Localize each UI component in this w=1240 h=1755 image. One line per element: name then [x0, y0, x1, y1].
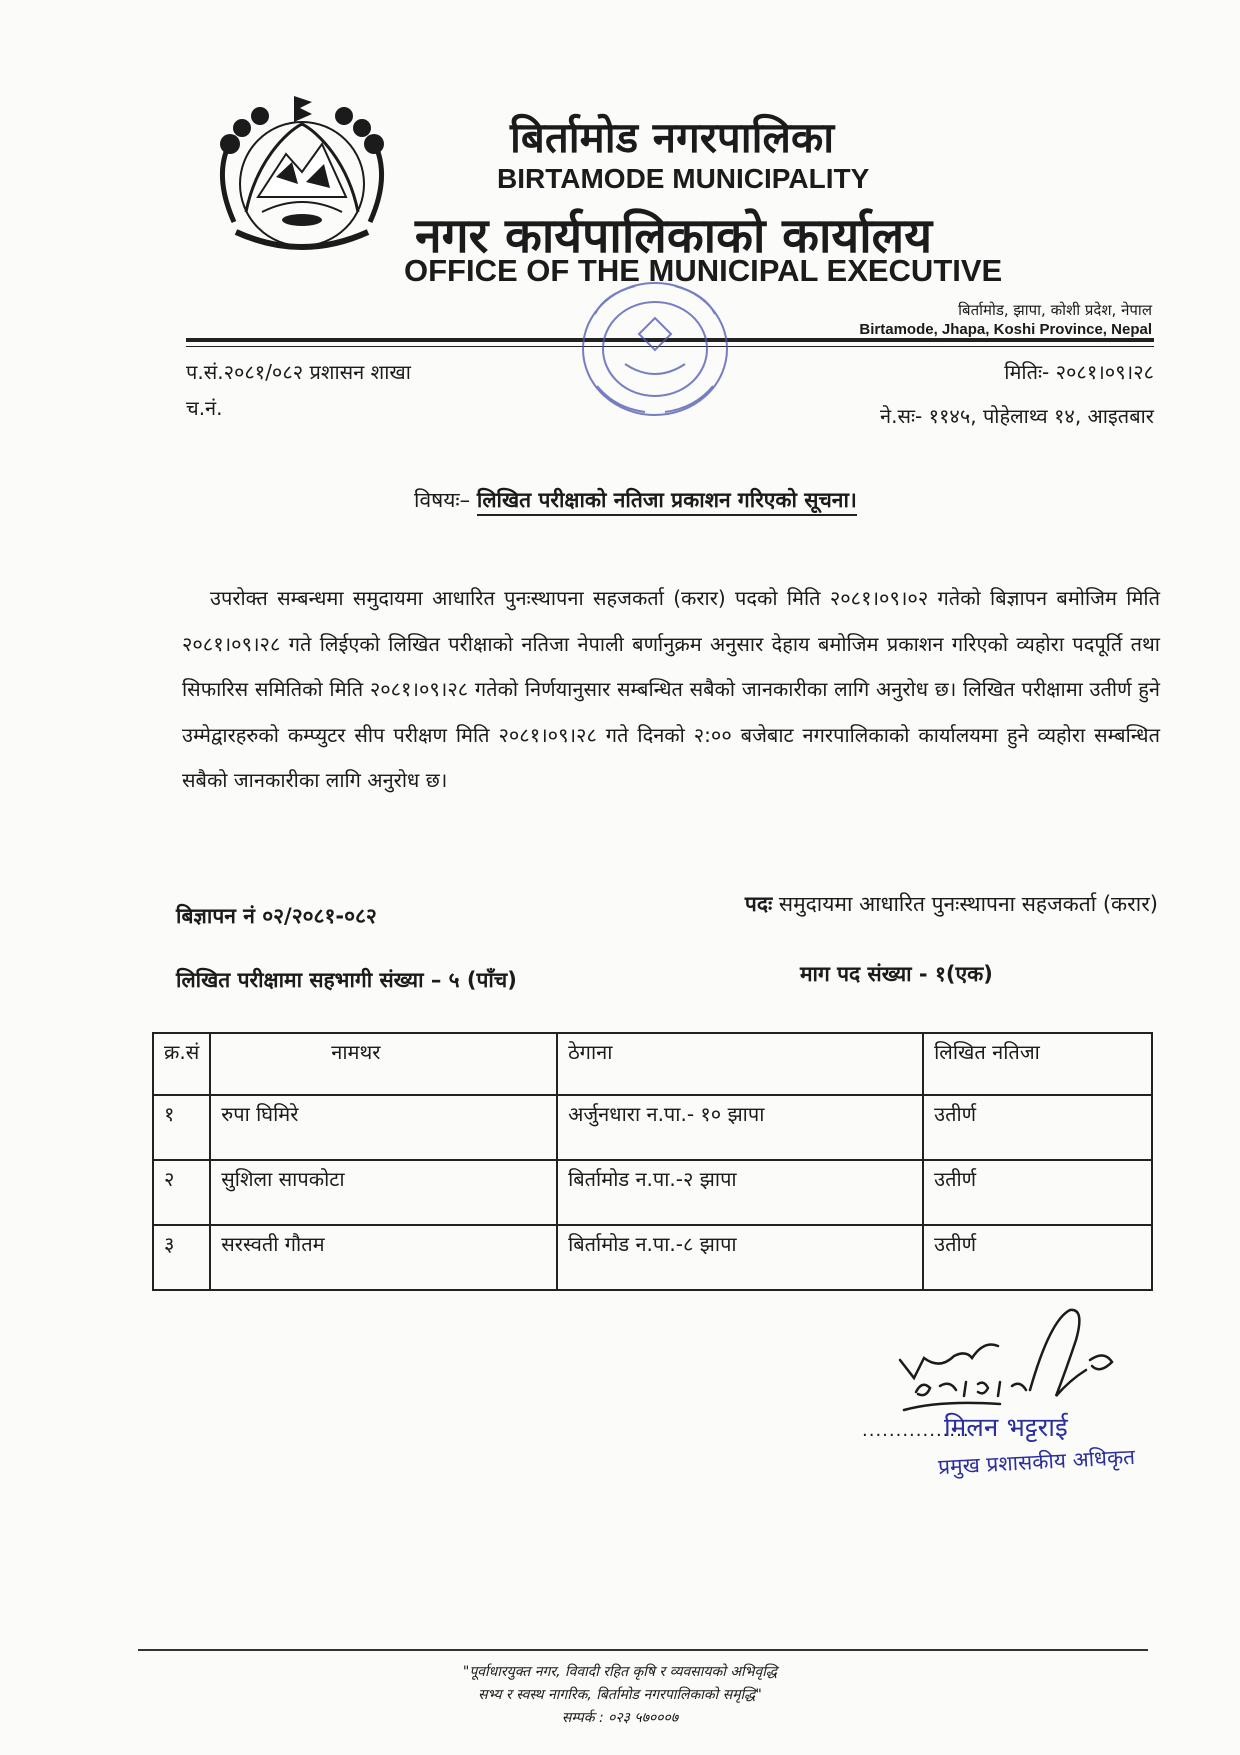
cell-name: सुशिला सापकोटा	[210, 1160, 557, 1225]
cell-name: सरस्वती गौतम	[210, 1225, 557, 1290]
header-result: लिखित नतिजा	[923, 1033, 1152, 1095]
cell-address: अर्जुनधारा न.पा.- १० झापा	[557, 1095, 923, 1160]
post-line	[745, 890, 1158, 918]
post-value: समुदायमा आधारित पुनःस्थापना सहजकर्ता (करार)	[778, 892, 1158, 916]
letter-reference-number: प.सं.२०८१/०८२ प्रशासन शाखा	[186, 360, 411, 384]
municipality-name-np: बिर्तामोड नगरपालिका	[510, 113, 835, 162]
nepal-sambat-date: ने.सः- ११४५, पोहेलाथ्व १४, आइतबार	[880, 404, 1154, 428]
dispatch-number: च.नं.	[186, 396, 223, 420]
signature-dots: ................	[862, 1420, 970, 1441]
cell-serial: ३	[153, 1225, 210, 1290]
table-header-row	[153, 1033, 1152, 1095]
cell-serial: २	[153, 1160, 210, 1225]
notice-body: उपरोक्त सम्बन्धमा समुदायमा आधारित पुनःस्थापना सहजकर्ता (करार) पदको मिति २०८१।०९।०२ गतेको बिज्ञापन बमोजिम मिति २०८१।०९।२८ गते लिईएको लिखित परीक्षाको नतिजा नेपाली बर्णानुक्रम अनुसार देहाय बमोजिम प्रकाशन गरिएको व्यहोरा पदपूर्ति तथा सिफारिस समितिको मिति २०८१।०९।२८ गतेको निर्णयानुसार सम्बन्धित सबैको जानकारीका लागि अनुरोध छ। लिखित परीक्षामा उतीर्ण हुने उम्मेद्वारहरुको कम्प्युटर सीप परीक्षण मिति २०८१।०९।२८ गते दिनको २:०० बजेबाट नगरपालिकाको कार्यालयमा हुने व्यहोरा सम्बन्धित सबैको जानकारीका लागि अनुरोध छ।	[182, 586, 1160, 792]
cell-address: बिर्तामोड न.पा.-२ झापा	[557, 1160, 923, 1225]
municipality-name-en: BIRTAMODE MUNICIPALITY	[497, 163, 870, 194]
nepal-emblem-icon	[196, 92, 408, 272]
subject-line	[414, 486, 857, 514]
subject-text: लिखित परीक्षाको नतिजा प्रकाशन गरिएको सूचना।	[477, 488, 857, 516]
address-en: Birtamode, Jhapa, Koshi Province, Nepal	[859, 321, 1152, 338]
advertisement-number: बिज्ञापन नं ०२/२०८१-०८२	[176, 904, 377, 928]
address-np: बिर्तामोड, झापा, कोशी प्रदेश, नेपाल	[958, 301, 1152, 319]
footer-divider	[138, 1649, 1148, 1651]
cell-address: बिर्तामोड न.पा.-८ झापा	[557, 1225, 923, 1290]
header-name: नामथर	[210, 1033, 557, 1095]
demand-post-count: माग पद संख्या - १(एक)	[800, 962, 993, 986]
footer-motto-line-1: "पूर्वाधारयुक्त नगर, विवादी रहित कृषि र व्यवसायको अभिवृद्धि	[462, 1664, 778, 1680]
letter-date: मितिः- २०८१।०९।२८	[1004, 360, 1154, 384]
office-name-np: नगर कार्यपालिकाको कार्यालय	[415, 208, 933, 264]
office-stamp-icon	[575, 274, 735, 424]
table-row	[153, 1160, 1152, 1225]
cell-result: उतीर्ण	[923, 1160, 1152, 1225]
table-row	[153, 1095, 1152, 1160]
header-serial: क्र.सं	[153, 1033, 210, 1095]
signatory-title: प्रमुख प्रशासकीय अधिकृत	[937, 1444, 1136, 1480]
signatory-name: मिलन भट्टराई	[944, 1413, 1068, 1443]
subject-label: विषयः–	[414, 488, 471, 512]
participant-count: लिखित परीक्षामा सहभागी संख्या – ५ (पाँच)	[176, 968, 517, 992]
cell-serial: १	[153, 1095, 210, 1160]
cell-result: उतीर्ण	[923, 1095, 1152, 1160]
footer-contact: सम्पर्क : ०२३ ५७०००७	[561, 1710, 679, 1726]
post-label: पदः	[744, 892, 773, 916]
results-table	[152, 1032, 1153, 1291]
header-address: ठेगाना	[557, 1033, 923, 1095]
footer-motto-line-2: सभ्य र स्वस्थ नागरिक, बिर्तामोड नगरपालिकाको समृद्धि"	[478, 1687, 762, 1703]
office-name-en: OFFICE OF THE MUNICIPAL EXECUTIVE	[404, 253, 1003, 288]
table-row	[153, 1225, 1152, 1290]
cell-result: उतीर्ण	[923, 1225, 1152, 1290]
cell-name: रुपा घिमिरे	[210, 1095, 557, 1160]
